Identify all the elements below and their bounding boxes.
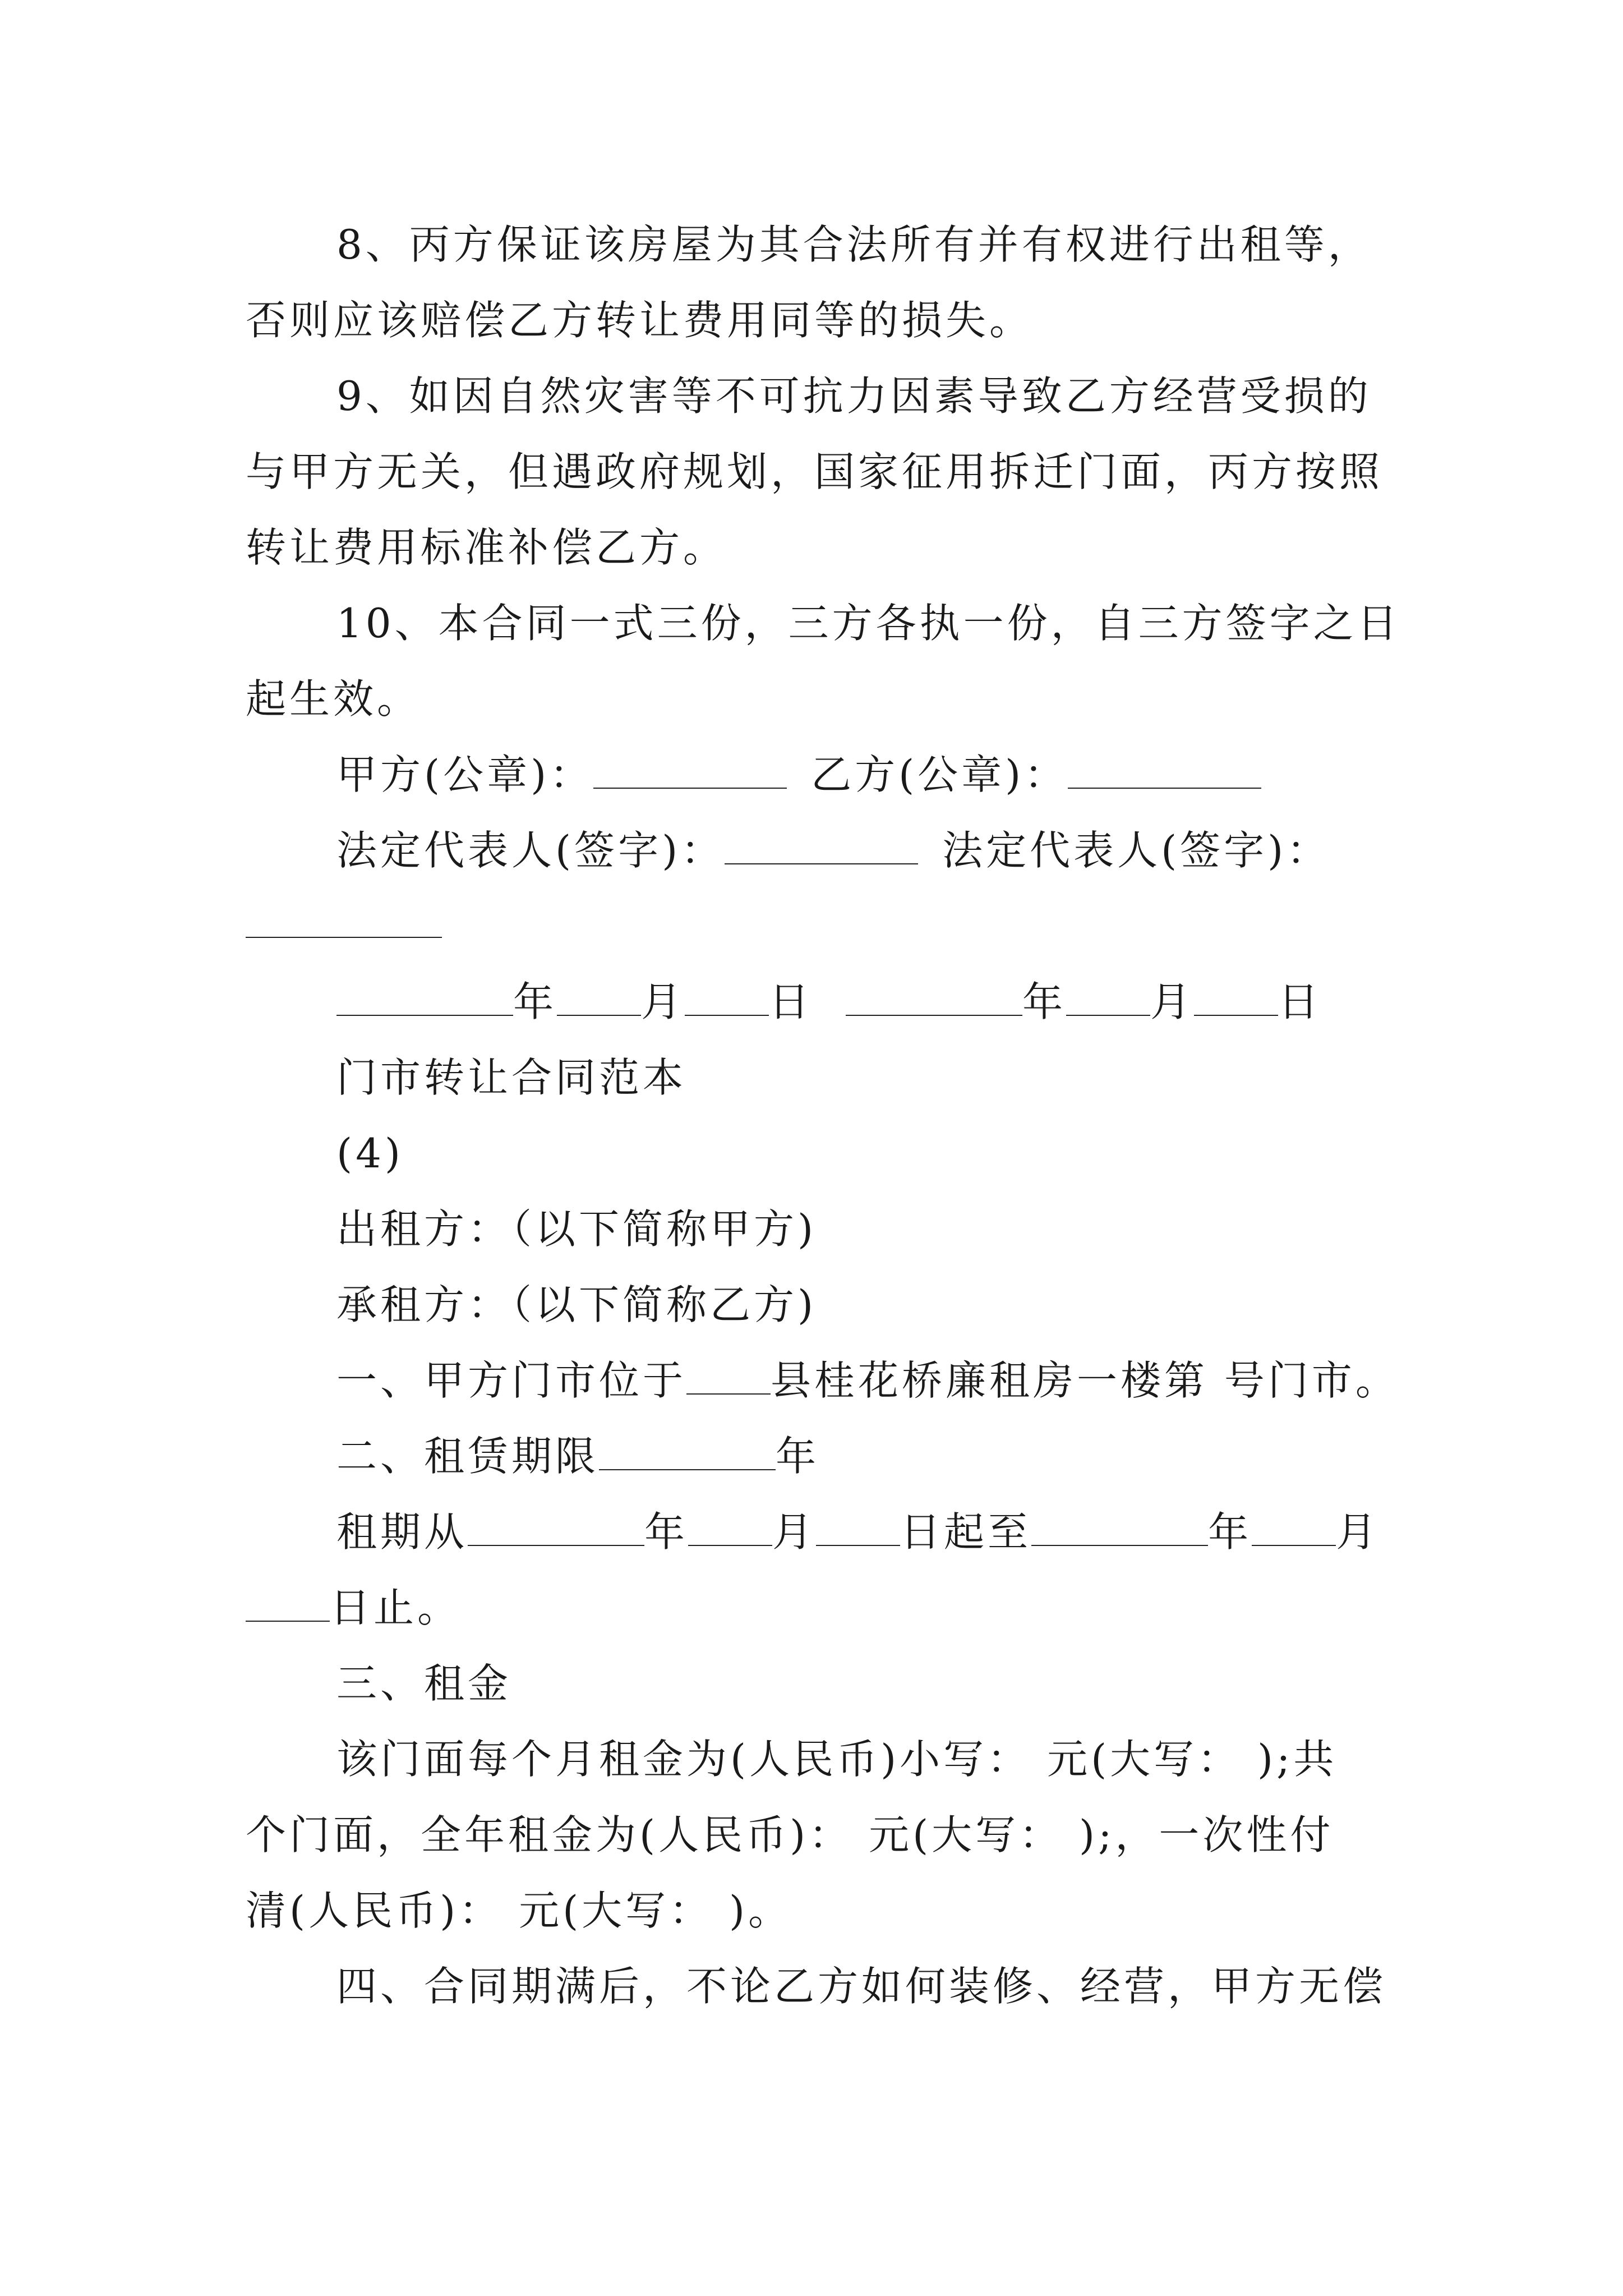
rent-line-1: 该门面每个月租金为(人民币)小写： 元(大写： );共: [336, 1736, 1338, 1783]
date-b-year-blank: [846, 982, 1022, 1016]
lease-term-label: 二、租赁期限: [336, 1433, 600, 1480]
clause-9-line-1: 9、如因自然灾害等不可抗力因素导致乙方经营受损的: [336, 372, 1372, 420]
section-title: 门市转让合同范本: [336, 1054, 687, 1101]
lessee-line: 承租方：（以下简称乙方): [336, 1281, 817, 1328]
party-b-legal-rep-label: 法定代表人(签字)：: [942, 827, 1331, 874]
date-a-year-label: 年: [513, 978, 557, 1025]
date-b-month-blank: [1066, 982, 1150, 1016]
rent-line-2: 个门面，全年租金为(人民币)： 元(大写： );，一次性付: [246, 1811, 1334, 1858]
lease-term-blank: [599, 1437, 776, 1470]
clause-9-line-3: 转让费用标准补偿乙方。: [246, 524, 727, 571]
date-b-month-label: 月: [1150, 978, 1194, 1025]
clause-8-line-1: 8、丙方保证该房屋为其合法所有并有权进行出租等，: [336, 221, 1372, 268]
date-b-year-label: 年: [1022, 978, 1066, 1025]
party-a-seal-label: 甲方(公章)：: [336, 751, 594, 798]
start-month-blank: [688, 1512, 772, 1546]
start-month-label: 月: [772, 1508, 817, 1556]
date-a-day-blank: [685, 982, 769, 1016]
end-year-label: 年: [1208, 1508, 1252, 1556]
start-day-label: 日起至: [900, 1508, 1032, 1556]
date-row: [336, 978, 1322, 1025]
legal-rep-row: [336, 827, 1331, 874]
party-a-legal-rep-label: 法定代表人(签字)：: [336, 827, 725, 874]
clause-10-line-1: 10、本合同一式三份，三方各执一份，自三方签字之日: [336, 600, 1401, 647]
lessor-line: 出租方：（以下简称甲方): [336, 1205, 817, 1253]
lease-period-line: [336, 1508, 1380, 1556]
lease-term-unit: 年: [776, 1433, 820, 1480]
end-month-blank: [1252, 1512, 1336, 1546]
end-year-blank: [1031, 1512, 1208, 1546]
clause-8-line-2: 否则应该赔偿乙方转让费用同等的损失。: [246, 297, 1034, 344]
party-a-seal-blank: [593, 755, 787, 789]
county-blank: [686, 1361, 771, 1395]
clause-4-line-1: 四、合同期满后，不论乙方如何装修、经营，甲方无偿: [336, 1963, 1387, 2010]
date-a-year-blank: [336, 982, 513, 1016]
party-a-legal-rep-blank: [725, 831, 918, 864]
clause-10-line-2: 起生效。: [246, 675, 421, 723]
party-b-legal-rep-blank: [246, 937, 442, 938]
clause-2-line: [336, 1433, 820, 1480]
date-a-day-label: 日: [769, 978, 813, 1025]
date-b-day-label: 日: [1278, 978, 1322, 1025]
clause-1-line: [336, 1357, 1399, 1404]
clause-1-rest: 县桂花桥廉租房一楼第 号门市。: [771, 1357, 1399, 1404]
date-a-month-blank: [557, 982, 641, 1016]
clause-3-heading: 三、租金: [336, 1660, 512, 1707]
party-a-seal-row: [336, 751, 1261, 798]
clause-9-line-2: 与甲方无关，但遇政府规划，国家征用拆迁门面，丙方按照: [246, 448, 1384, 495]
lease-end-line: [246, 1584, 462, 1631]
section-number: (4): [336, 1130, 404, 1177]
end-day-label: 日止。: [330, 1584, 462, 1631]
party-b-seal-label: 乙方(公章)：: [811, 751, 1068, 798]
end-month-label: 月: [1336, 1508, 1380, 1556]
date-a-month-label: 月: [641, 978, 685, 1025]
rent-line-3: 清(人民币)： 元(大写： )。: [246, 1887, 792, 1934]
lease-period-label: 租期从: [336, 1508, 468, 1556]
party-b-seal-blank: [1068, 755, 1261, 789]
end-day-blank: [246, 1588, 330, 1622]
start-year-blank: [468, 1512, 644, 1546]
start-day-blank: [816, 1512, 900, 1546]
clause-1-label: 一、甲方门市位于: [336, 1357, 687, 1404]
start-year-label: 年: [644, 1508, 689, 1556]
date-b-day-blank: [1194, 982, 1278, 1016]
